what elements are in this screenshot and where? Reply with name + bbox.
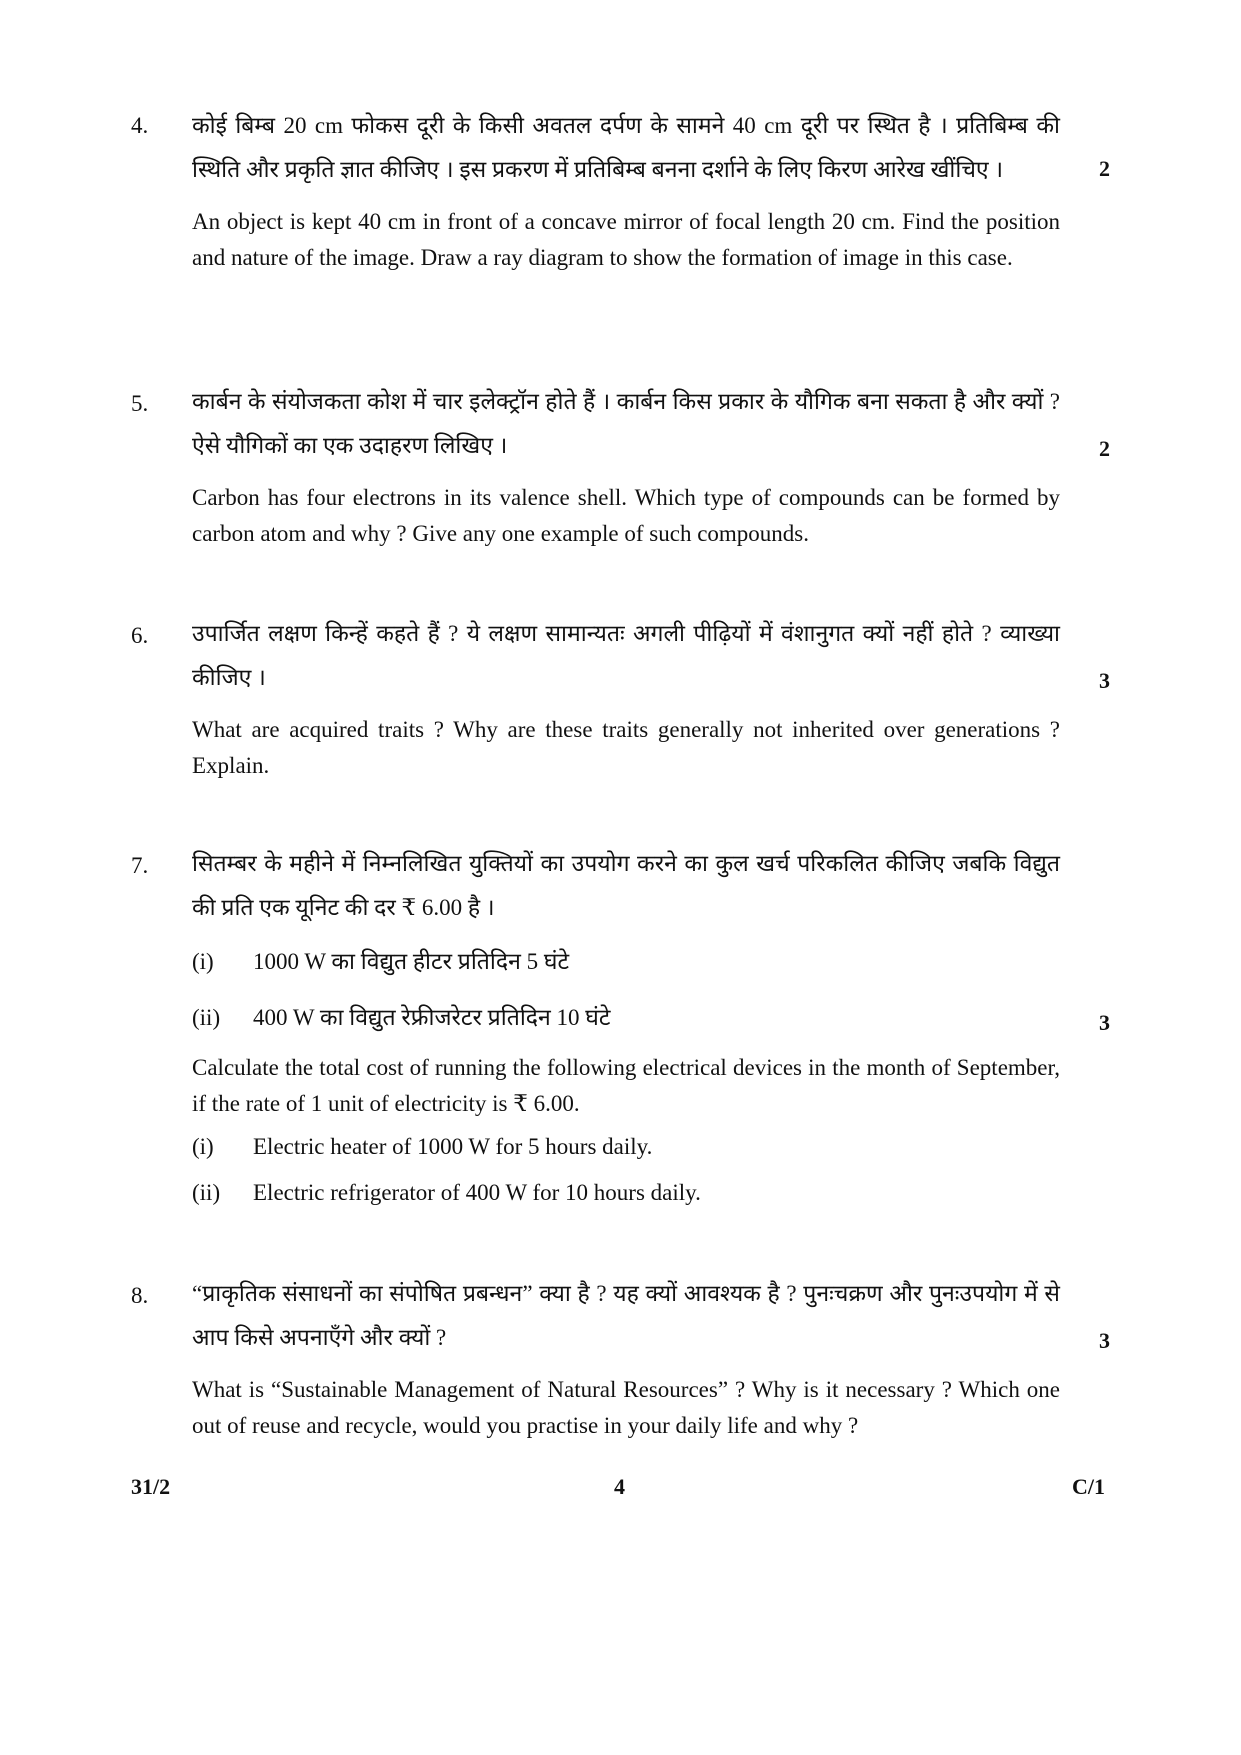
subitem-text: Electric refrigerator of 400 W for 10 hours daily. <box>253 1180 701 1205</box>
question-marks: 3 <box>1099 1010 1110 1035</box>
footer-set-code: C/1 <box>1072 1474 1105 1499</box>
question-marks: 2 <box>1099 436 1110 461</box>
subitem-text: 1000 W का विद्युत हीटर प्रतिदिन 5 घंटे <box>253 949 570 974</box>
subitem <box>192 940 1060 984</box>
subitem-label: (i) <box>192 1134 214 1159</box>
footer-paper-code: 31/2 <box>131 1474 171 1499</box>
question-english-text: Carbon has four electrons in its valence shell. Which type of compounds can be formed by carbon atom and why ? Give any one example of such compounds. <box>192 485 1060 546</box>
subitem-label: (i) <box>192 949 214 974</box>
question-hindi-text: कोई बिम्ब 20 cm फोकस दूरी के किसी अवतल दर्पण के सामने 40 cm दूरी पर स्थित है । प्रतिबिम्ब की स्थिति और प्रकृति ज्ञात कीजिए । इस प्रकरण में प्रतिबिम्ब बनना दर्शाने के लिए किरण आरेख खींचिए । <box>192 113 1060 182</box>
question-english-text: What is “Sustainable Management of Natural Resources” ? Why is it necessary ? Which one out of reuse and recycle, would you practise in your daily life and why ? <box>192 1377 1060 1438</box>
question-english-text: Calculate the total cost of running the following electrical devices in the month of September, if the rate of 1 unit of electricity is ₹ 6.00. <box>192 1055 1060 1116</box>
question-number: 8. <box>131 1283 149 1308</box>
question-hindi-text: सितम्बर के महीने में निम्नलिखित युक्तियों का उपयोग करने का कुल खर्च परिकलित कीजिए जबकि विद्युत की प्रति एक यूनिट की दर ₹ 6.00 है । <box>192 851 1060 920</box>
question-number: 5. <box>131 391 149 416</box>
question-marks: 2 <box>1099 156 1110 181</box>
question-hindi-text: उपार्जित लक्षण किन्हें कहते हैं ? ये लक्षण सामान्यतः अगली पीढ़ियों में वंशानुगत क्यों नहीं होते ? व्याख्या कीजिए । <box>192 621 1060 690</box>
question-hindi-text: “प्राकृतिक संसाधनों का संपोषित प्रबन्धन” क्या है ? यह क्यों आवश्यक है ? पुनःचक्रण और पुनःउपयोग में से आप किसे अपनाएँगे और क्यों ? <box>192 1281 1060 1350</box>
question-number: 4. <box>131 113 149 138</box>
subitem <box>192 1124 1060 1170</box>
english-subitems <box>192 1124 1060 1216</box>
subitem-label: (ii) <box>192 1005 221 1030</box>
footer-page-number: 4 <box>614 1474 625 1499</box>
question-marks: 3 <box>1099 668 1110 693</box>
hindi-subitems <box>192 940 1060 1040</box>
question-english-text: What are acquired traits ? Why are these traits generally not inherited over generations ? Explain. <box>192 717 1060 778</box>
question-number: 7. <box>131 853 149 878</box>
subitem-label: (ii) <box>192 1180 221 1205</box>
question-number: 6. <box>131 623 149 648</box>
question-english-text: An object is kept 40 cm in front of a concave mirror of focal length 20 cm. Find the position and nature of the image. Draw a ray diagram to show the formation of image in this case. <box>192 209 1060 270</box>
subitem-text: Electric heater of 1000 W for 5 hours daily. <box>253 1134 653 1159</box>
subitem <box>192 1170 1060 1216</box>
subitem <box>192 996 1060 1040</box>
question-hindi-text: कार्बन के संयोजकता कोश में चार इलेक्ट्रॉन होते हैं । कार्बन किस प्रकार के यौगिक बना सकता है और क्यों ? ऐसे यौगिकों का एक उदाहरण लिखिए । <box>192 389 1060 458</box>
subitem-text: 400 W का विद्युत रेफ्रीजरेटर प्रतिदिन 10 घंटे <box>253 1005 611 1030</box>
question-marks: 3 <box>1099 1328 1110 1353</box>
